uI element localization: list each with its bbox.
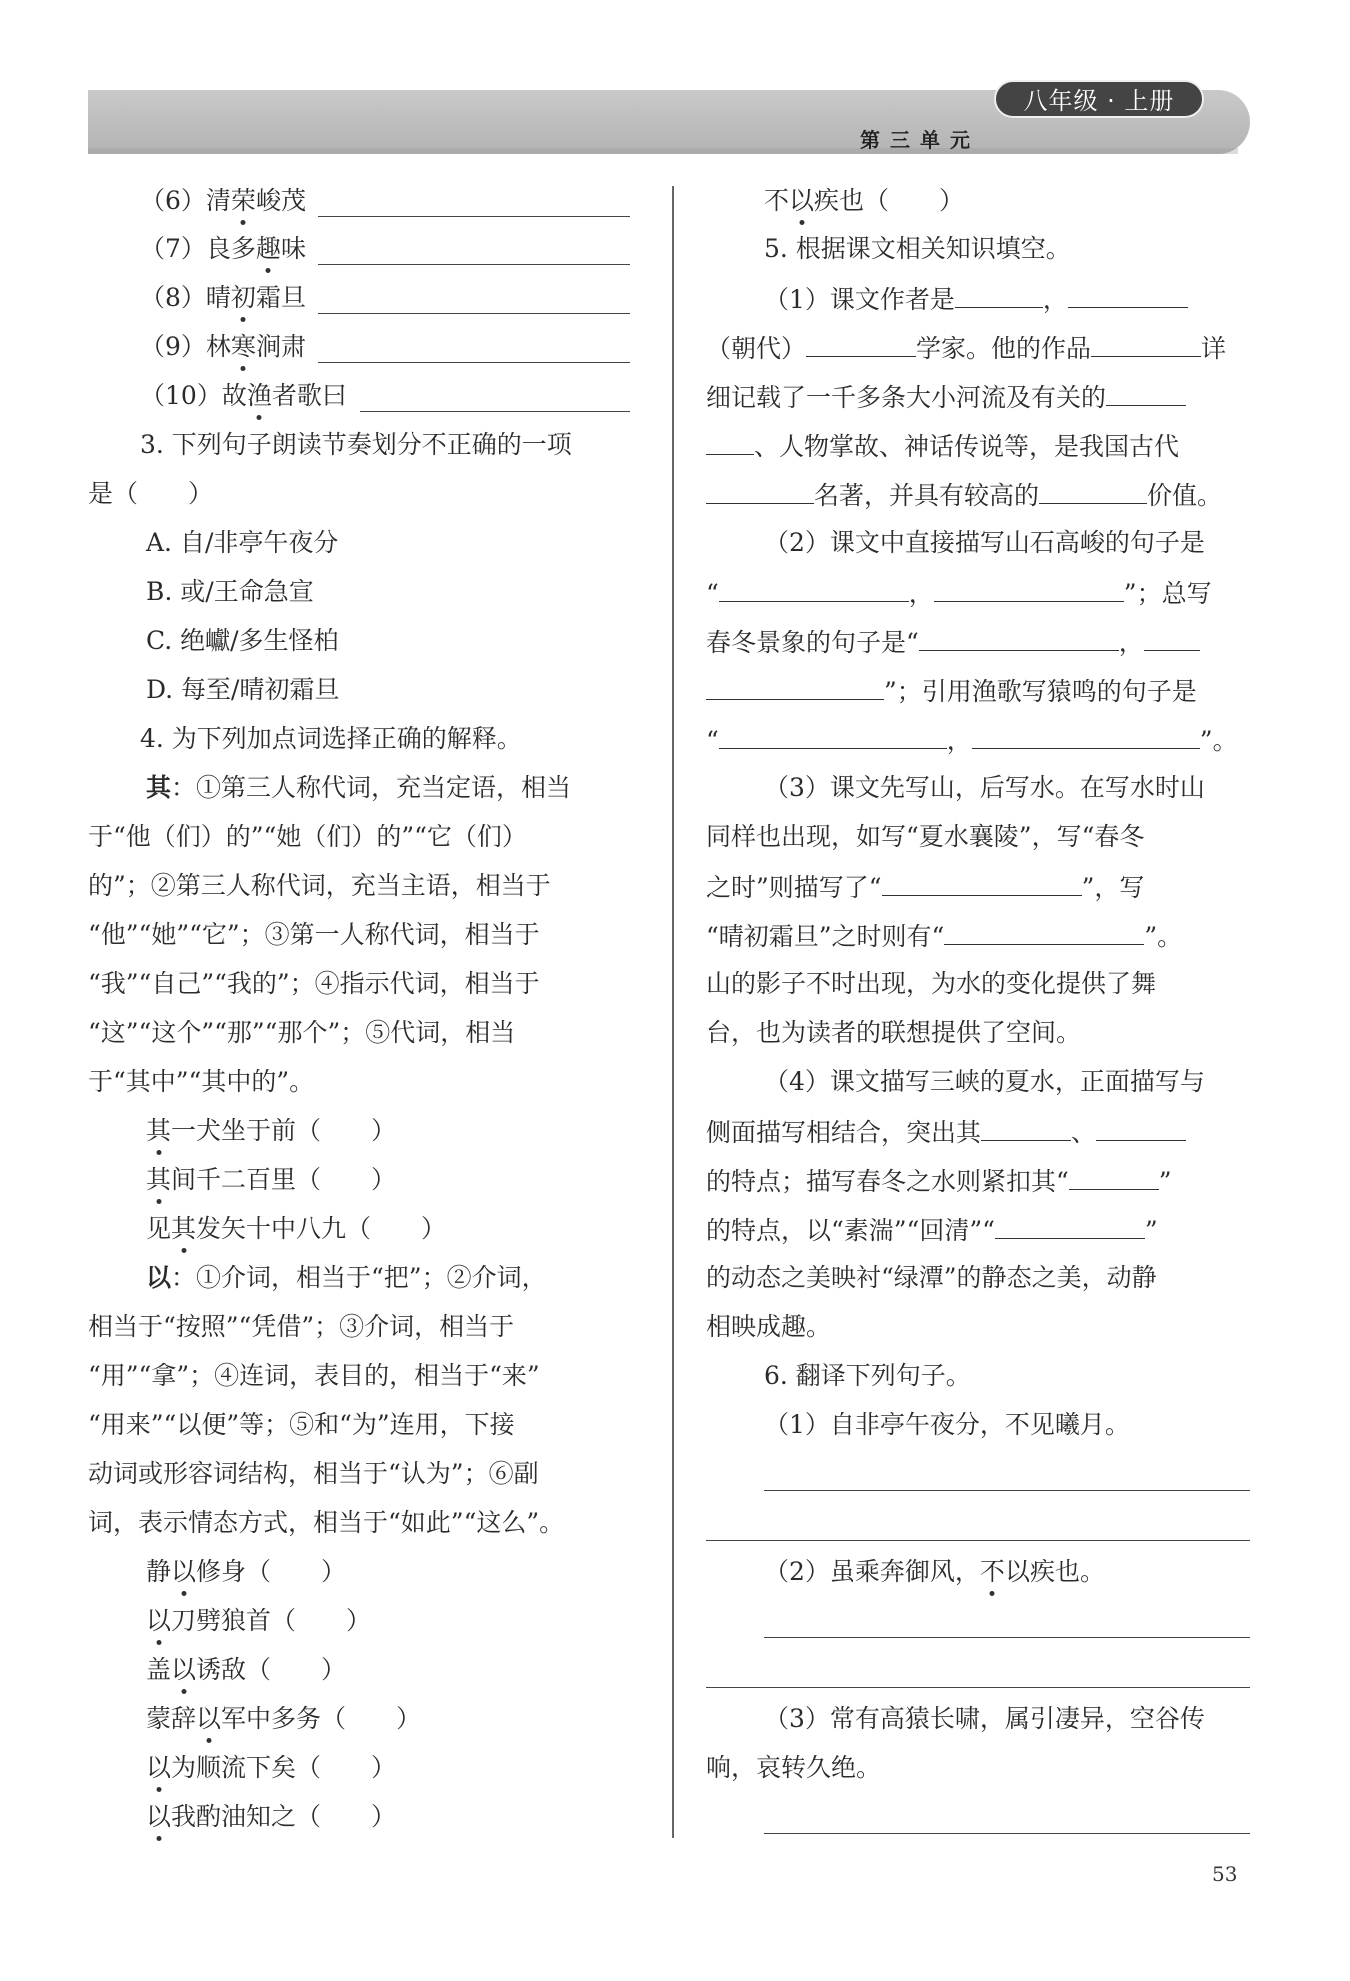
yi-example-4[interactable]: 蒙辞以军中多务（ ） [146, 1704, 422, 1733]
yi-example-1[interactable]: 静以修身（ ） [146, 1557, 347, 1586]
option-d[interactable]: D. 每至/晴初霜旦 [146, 675, 340, 704]
question-4: 4. 为下列加点词选择正确的解释。 [140, 724, 522, 753]
q5-4-line2: 侧面描写相结合，突出其 、 [706, 1116, 1186, 1148]
qi-example-1[interactable]: 其一犬坐于前（ ） [146, 1116, 397, 1145]
q5-3-line2: 同样也出现，如写“夏水襄陵”，写“春冬 [706, 822, 1145, 851]
qi-example-3[interactable]: 见其发矢十中八九（ ） [146, 1214, 447, 1243]
text-line: “他”“她”“它”；③第一人称代词，相当于 [88, 920, 540, 949]
grade-tag: 八年级 · 上册 [994, 80, 1204, 118]
q5-1-line5: 名著，并具有较高的 价值。 [706, 479, 1222, 511]
text-line: 于“他（们）的”“她（们）的”“它（们） [88, 822, 527, 851]
question-3-cont: 是（ ） [88, 479, 214, 508]
q5-4-line6: 相映成趣。 [706, 1312, 832, 1341]
question-6: 6. 翻译下列句子。 [764, 1361, 971, 1390]
answer-line[interactable] [318, 216, 630, 217]
q6-2: （2）虽乘奔御风，不以疾也。 [764, 1557, 1105, 1586]
q6-3-line1: （3）常有高猿长啸，属引凄异，空谷传 [764, 1704, 1205, 1733]
text-line: 词，表示情态方式，相当于“如此”“这么”。 [88, 1508, 565, 1537]
qi-definition: 其：①第三人称代词，充当定语，相当 [146, 773, 572, 802]
answer-line[interactable] [764, 1833, 1250, 1834]
q5-2-line4: ”；引用渔歌写猿鸣的句子是 [706, 675, 1197, 707]
q5-1-line2: （朝代） 学家。他的作品 详 [706, 334, 1227, 363]
question-5: 5. 根据课文相关知识填空。 [764, 234, 1071, 263]
q5-3-line6: 台，也为读者的联想提供了空间。 [706, 1018, 1082, 1047]
text-line: “用来”“以便”等；⑤和“为”连用，下接 [88, 1410, 515, 1439]
item-9: （9）林寒涧肃 [140, 332, 306, 361]
yi-example-3[interactable]: 盖以诱敌（ ） [146, 1655, 347, 1684]
answer-line[interactable] [764, 1637, 1250, 1638]
answer-line[interactable] [318, 362, 630, 363]
item-6: （6）清荣峻茂 [140, 186, 306, 215]
q5-2-line1: （2）课文中直接描写山石高峻的句子是 [764, 528, 1205, 557]
q6-3-line2: 响，哀转久绝。 [706, 1753, 882, 1782]
q5-4-line5: 的动态之美映衬“绿潭”的静态之美，动静 [706, 1263, 1157, 1292]
option-c[interactable]: C. 绝巘/多生怪柏 [146, 626, 339, 655]
answer-line[interactable] [318, 313, 630, 314]
answer-line[interactable] [360, 411, 630, 412]
text-line: “这”“这个”“那”“那个”；⑤代词，相当 [88, 1018, 516, 1047]
right-example-1[interactable]: 不以疾也（ ） [764, 186, 965, 215]
item-7: （7）良多趣味 [140, 234, 306, 263]
question-3: 3. 下列句子朗读节奏划分不正确的一项 [140, 430, 572, 459]
q5-4-line3: 的特点；描写春冬之水则紧扣其“ ” [706, 1167, 1172, 1196]
text-line: 相当于“按照”“凭借”；③介词，相当于 [88, 1312, 515, 1341]
item-10: （10）故渔者歌曰 [140, 381, 347, 410]
yi-example-5[interactable]: 以为顺流下矣（ ） [146, 1753, 397, 1782]
text-line: “我”“自己”“我的”；④指示代词，相当于 [88, 969, 540, 998]
column-divider [672, 186, 674, 1838]
q5-3-line5: 山的影子不时出现，为水的变化提供了舞 [706, 969, 1157, 998]
text-line: “用”“拿”；④连词，表目的，相当于“来” [88, 1361, 540, 1390]
page-number: 53 [1212, 1862, 1238, 1886]
q5-3-line1: （3）课文先写山，后写水。在写水时山 [764, 773, 1205, 802]
option-a[interactable]: A. 自/非亭午夜分 [146, 528, 339, 557]
q5-2-line3: 春冬景象的句子是“ ， [706, 626, 1200, 658]
option-b[interactable]: B. 或/王命急宣 [146, 577, 314, 606]
q5-4-line4: 的特点，以“素湍”“回清”“ ” [706, 1216, 1158, 1245]
unit-title: 第三单元 [860, 128, 980, 152]
text-line: 动词或形容词结构，相当于“认为”；⑥副 [88, 1459, 539, 1488]
q5-2-line5: “ ， ”。 [706, 726, 1238, 755]
text-line: 的”；②第三人称代词，充当主语，相当于 [88, 871, 551, 900]
answer-line[interactable] [764, 1490, 1250, 1491]
item-8: （8）晴初霜旦 [140, 283, 306, 312]
answer-line[interactable] [706, 1687, 1250, 1688]
answer-line[interactable] [318, 264, 630, 265]
q5-2-line2: “ ， ”；总写 [706, 579, 1212, 608]
yi-example-2[interactable]: 以刀劈狼首（ ） [146, 1606, 372, 1635]
q5-1-line3: 细记载了一千多条大小河流及有关的 [706, 381, 1186, 413]
q6-1: （1）自非亭午夜分，不见曦月。 [764, 1410, 1130, 1439]
q5-4-line1: （4）课文描写三峡的夏水，正面描写与 [764, 1067, 1205, 1096]
text-line: 于“其中”“其中的”。 [88, 1067, 315, 1096]
q5-3-line4: “晴初霜旦”之时则有“ ”。 [706, 922, 1183, 951]
answer-line[interactable] [706, 1540, 1250, 1541]
q5-1-line1: （1）课文作者是 ， [764, 283, 1188, 315]
yi-definition: 以：①介词，相当于“把”；②介词， [146, 1263, 547, 1292]
qi-example-2[interactable]: 其间千二百里（ ） [146, 1165, 397, 1194]
yi-example-6[interactable]: 以我酌油知之（ ） [146, 1802, 397, 1831]
q5-3-line3: 之时”则描写了“ ”，写 [706, 873, 1145, 902]
q5-1-line4: 、人物掌故、神话传说等，是我国古代 [706, 430, 1179, 462]
header-shadow [88, 148, 1238, 154]
